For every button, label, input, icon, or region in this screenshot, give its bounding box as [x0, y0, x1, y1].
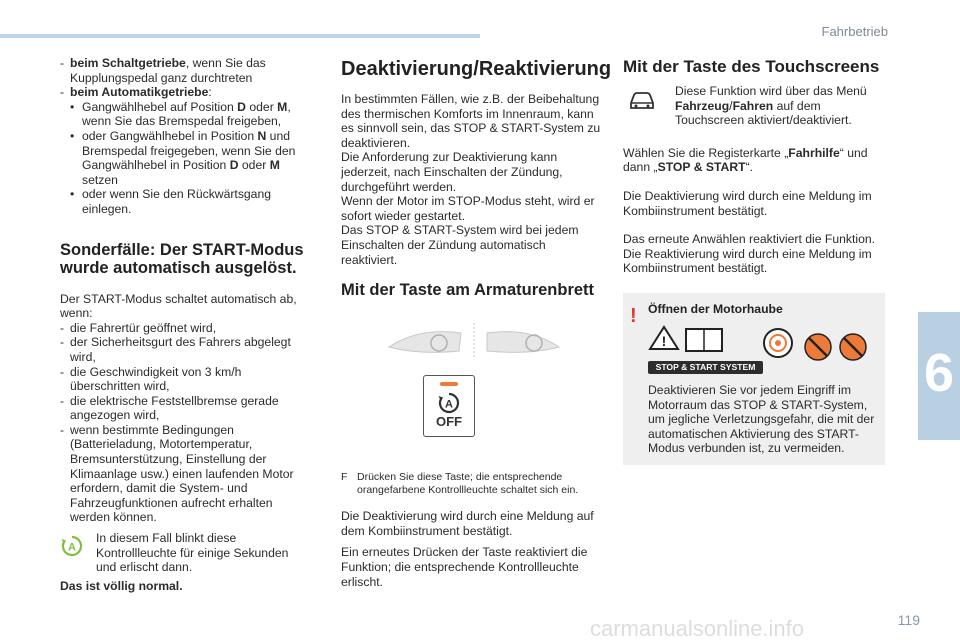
svg-text:A: A — [68, 541, 76, 554]
section-title: Fahrbetrieb — [821, 24, 888, 39]
svg-text:!: ! — [661, 333, 667, 349]
chapter-tab — [918, 312, 960, 440]
indicator-note: A In diesem Fall blinkt diese Kontrollleuchte für einige Sekunden und erlischt dann. — [60, 531, 312, 575]
warning-box — [623, 293, 885, 465]
car-icon — [623, 84, 675, 116]
paragraph: Die Deaktivierung wird durch eine Meldung im Kombiinstrument bestätigt. — [623, 188, 872, 218]
warning-mark-icon: ! — [630, 305, 637, 327]
note-normal: Das ist völlig normal. — [60, 578, 183, 593]
list-item: - beim Automatikgetriebe: — [60, 85, 212, 100]
chapter-number: 6 — [924, 343, 955, 403]
paragraph: Die Anforderung zur Deaktivierung kann jederzeit, nach Einschalten der Zündung, durchgeführt werden. — [341, 150, 563, 194]
sub-list-item: • oder Gangwählhebel in Position N und Bremspedal freigegeben, wenn Sie den Gangwählhebel in Position D oder M setzen — [70, 128, 296, 187]
list-item: - beim Schaltgetriebe, wenn Sie das Kupplungspedal ganz durchtreten — [60, 56, 266, 85]
paragraph: Ein erneutes Drücken der Taste reaktiviert die Funktion; die entsprechende Kontrollleuchte erlischt. — [341, 545, 588, 589]
warning-body: Deaktivieren Sie vor jedem Eingriff im Motorraum das STOP & START-System, um jegliche Verletzungsgefahr, die mit der automatischen Aktivierung des START-Modus verbunden ist, zu vermeiden. — [648, 383, 875, 456]
column-middle — [341, 56, 612, 589]
section-heading: Sonderfälle: Der START-Modus wurde automatisch ausgelöst. — [60, 240, 304, 277]
paragraph: Wählen Sie die Registerkarte „Fahrhilfe“ und dann „STOP & START“. — [623, 145, 868, 175]
orange-indicator-lamp — [440, 382, 458, 386]
paragraph: Der START-Modus schaltet automatisch ab, wenn: — [60, 291, 297, 321]
sub-list-item: • Gangwählhebel auf Position D oder M, wenn Sie das Bremspedal freigeben, — [70, 99, 291, 129]
column-right — [623, 56, 885, 276]
auto-start-indicator-icon — [60, 531, 96, 561]
list-item: - die Geschwindigkeit von 3 km/h überschritten wird, — [60, 364, 242, 394]
stop-start-system-label: STOP & START SYSTEM — [648, 361, 763, 374]
paragraph: Das erneute Anwählen reaktiviert die Funktion. Die Reaktivierung wird durch eine Meldung im Kombiinstrument bestätigt. — [623, 232, 876, 276]
section-heading: Mit der Taste am Armaturenbrett — [341, 281, 595, 300]
dashboard-illustration — [341, 307, 603, 477]
list-item: - die elektrische Feststellbremse gerade angezogen wird, — [60, 393, 279, 423]
dashboard-icon — [379, 321, 569, 365]
list-item: - die Fahrertür geöffnet wird, — [60, 320, 217, 335]
section-heading: Mit der Taste des Touchscreens — [623, 57, 880, 76]
watermark: carmanualsonline.info — [590, 616, 805, 641]
column-left — [60, 56, 312, 593]
list-item: - der Sicherheitsgurt des Fahrers abgelegt wird, — [60, 335, 291, 364]
svg-text:A: A — [445, 398, 453, 411]
sub-list-item: • oder wenn Sie den Rückwärtsgang einlegen. — [70, 187, 272, 216]
paragraph: Wenn der Motor im STOP-Modus steht, wird er sofort wieder gestartet. — [341, 194, 595, 223]
paragraph: In bestimmten Fällen, wie z.B. der Beibehaltung des thermischen Komforts im Innenraum, kann es sinnvoll sein, das STOP & START-System zu deaktivieren. — [341, 92, 601, 150]
figure-caption: F Drücken Sie diese Taste; die entsprechende orangefarbene Kontrollleuchte schaltet sich ein. — [341, 471, 579, 497]
stop-start-off-button[interactable] — [423, 375, 475, 437]
page-number: 119 — [897, 612, 920, 628]
off-label: OFF — [436, 414, 462, 430]
list-item: - wenn bestimmte Bedingungen (Batterieladung, Motortemperatur, Bremsunterstützung, Einstellung der Klimaanlage usw.) einen laufenden Motor erfordern, damit die System- und Fahrzeugfunktionen aufrecht erhalten werden können. — [60, 422, 294, 525]
page-heading: Deaktivierung/Reaktivierung — [341, 58, 612, 80]
touchscreen-note: Diese Funktion wird über das Menü Fahrzeug/Fahren auf dem Touchscreen aktiviert/deaktiviert. — [623, 84, 885, 128]
warning-title: Öffnen der Motorhaube — [648, 302, 783, 316]
header-bar — [0, 34, 480, 38]
paragraph: Das STOP & START-System wird bei jedem Einschalten der Zündung automatisch reaktiviert. — [341, 223, 579, 267]
paragraph: Die Deaktivierung wird durch eine Meldung auf dem Kombiinstrument bestätigt. — [341, 509, 594, 538]
